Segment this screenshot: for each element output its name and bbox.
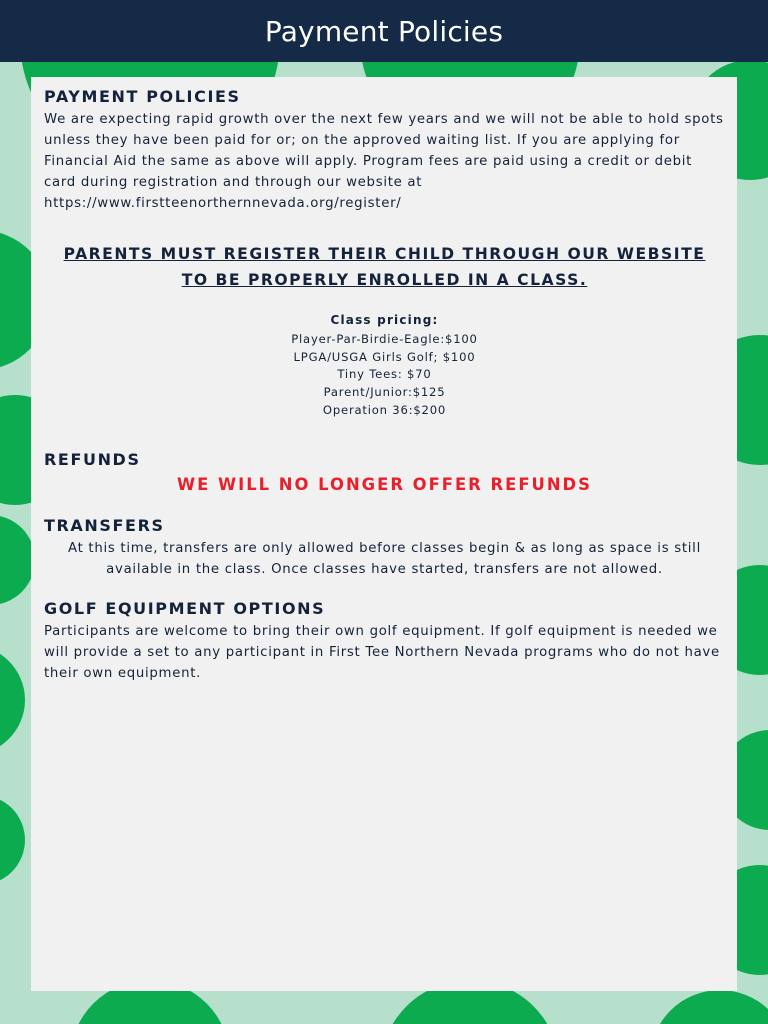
pricing-item: Operation 36:$200 — [322, 402, 447, 417]
registration-notice — [44, 241, 725, 293]
pricing-item: LPGA/USGA Girls Golf; $100 — [293, 349, 476, 364]
page-header — [0, 0, 768, 62]
pricing-item: Player-Par-Birdie-Eagle:$100 — [291, 332, 478, 346]
transfers-title: TRANSFERS — [44, 515, 165, 535]
payment-policies-text: We are expecting rapid growth over the next few years and we will not be able to hold spots unless they have been paid for or; on the approved waiting list. If you are applying for Financial Aid the same as above will apply. Program fees are paid using a credit or debit card during registration and through our website at https://www.firstteenorthernnevada.org/register/ — [44, 112, 724, 211]
transfers-section — [44, 516, 725, 580]
golf-equipment-title: GOLF EQUIPMENT OPTIONS — [44, 598, 326, 618]
refunds-notice: WE WILL NO LONGER OFFER REFUNDS — [177, 474, 592, 494]
payment-policies-title: PAYMENT POLICIES — [44, 87, 241, 106]
golf-equipment-section — [44, 599, 725, 684]
registration-notice-line-2: TO BE PROPERLY ENROLLED IN A CLASS. — [181, 271, 588, 289]
refunds-section — [44, 450, 725, 494]
transfers-text: At this time, transfers are only allowed before classes begin & as long as space is still available in the class. Once classes have started, transfers are not allowed. — [68, 540, 701, 577]
page-title: Payment Policies — [264, 14, 504, 48]
class-pricing-title: Class pricing: — [330, 313, 439, 327]
pricing-item: Tiny Tees: $70 — [337, 367, 432, 382]
payment-policies-section — [44, 87, 725, 214]
class-pricing-list — [44, 331, 725, 420]
class-pricing-section — [44, 313, 725, 420]
pricing-item: Parent/Junior:$125 — [323, 385, 446, 400]
policy-card — [31, 77, 737, 991]
refunds-title: REFUNDS — [44, 449, 141, 469]
registration-notice-line-1: PARENTS MUST REGISTER THEIR CHILD THROUGH OUR WEBSITE — [63, 245, 706, 263]
golf-equipment-text: Participants are welcome to bring their own golf equipment. If golf equipment is needed we will provide a set to any participant in First Tee Northern Nevada programs who do not have their own equipment. — [44, 623, 720, 681]
